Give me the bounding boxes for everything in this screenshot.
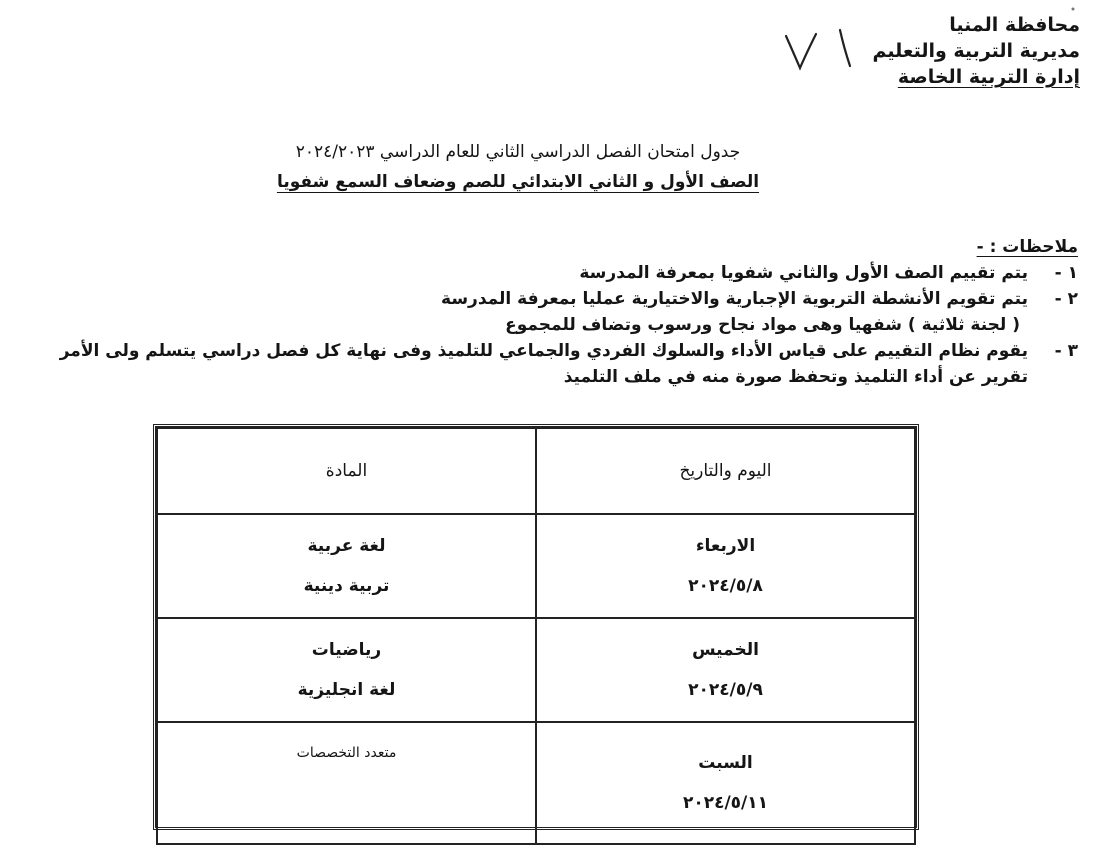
note-number: ١ -	[1054, 263, 1078, 283]
handwritten-mark	[780, 24, 880, 76]
note-text: يتم تقويم الأنشطة التربوية الإجبارية والاختيارية عمليا بمعرفة المدرسة	[441, 289, 1028, 309]
note-number: ٣ -	[1054, 341, 1078, 361]
header-day-date: اليوم والتاريخ	[536, 428, 915, 514]
directorate-name: مديرية التربية والتعليم	[872, 40, 1080, 62]
note-item-1	[8, 260, 1078, 286]
exam-date: ٢٠٢٤/٥/١١	[682, 793, 769, 813]
subject-name: لغة عربية	[307, 536, 386, 556]
notes-heading-row	[8, 234, 1078, 260]
note-item-2	[8, 286, 1078, 312]
title-line-1: جدول امتحان الفصل الدراسي الثاني للعام الدراسي ٢٠٢٤/٢٠٢٣	[295, 142, 741, 162]
note-text: يقوم نظام التقييم على قياس الأداء والسلوك الفردي والجماعي للتلميذ وفى نهاية كل فصل دراسي يتسلم ولى الأمر	[59, 341, 1028, 361]
note-item-3-continuation: تقرير عن أداء التلميذ وتحفظ صورة منه في ملف التلميذ	[563, 367, 1028, 387]
exam-date: ٢٠٢٤/٥/٨	[688, 576, 763, 596]
subject-cell	[157, 722, 536, 844]
table-header-row	[157, 428, 915, 514]
table-row	[157, 722, 915, 844]
subject-cell	[157, 618, 536, 722]
note-item-2-continuation: ( لجنة ثلاثية ) شفهيا وهى مواد نجاح ورسوب وتضاف للمجموع	[505, 315, 1020, 335]
governorate-name: محافظة المنيا	[949, 14, 1080, 36]
day-date-cell	[536, 722, 915, 844]
subject-name: رياضيات	[311, 640, 382, 660]
subject-name: لغة انجليزية	[297, 680, 396, 700]
exam-date: ٢٠٢٤/٥/٩	[688, 680, 763, 700]
administration-name: إدارة التربية الخاصة	[897, 66, 1080, 88]
table-row	[157, 618, 915, 722]
notes-heading: ملاحظات : -	[976, 237, 1078, 257]
title-line-2: الصف الأول و الثاني الابتدائي للصم وضعاف السمع شفويا	[276, 172, 760, 192]
day-date-cell	[536, 514, 915, 618]
table-row	[157, 514, 915, 618]
header-subject: المادة	[157, 428, 536, 514]
note-number: ٢ -	[1054, 289, 1078, 309]
subject-name: متعدد التخصصات	[296, 745, 397, 761]
day-name: الاربعاء	[695, 536, 756, 556]
exam-title	[200, 137, 836, 197]
exam-schedule-table	[153, 424, 919, 830]
day-name: الخميس	[692, 640, 759, 660]
day-date-cell	[536, 618, 915, 722]
notes-section	[8, 234, 1078, 390]
note-text: يتم تقييم الصف الأول والثاني شفويا بمعرفة المدرسة	[579, 263, 1028, 283]
note-item-3	[8, 338, 1078, 364]
subject-cell	[157, 514, 536, 618]
subject-name: تربية دينية	[303, 576, 390, 596]
day-name: السبت	[698, 753, 753, 773]
